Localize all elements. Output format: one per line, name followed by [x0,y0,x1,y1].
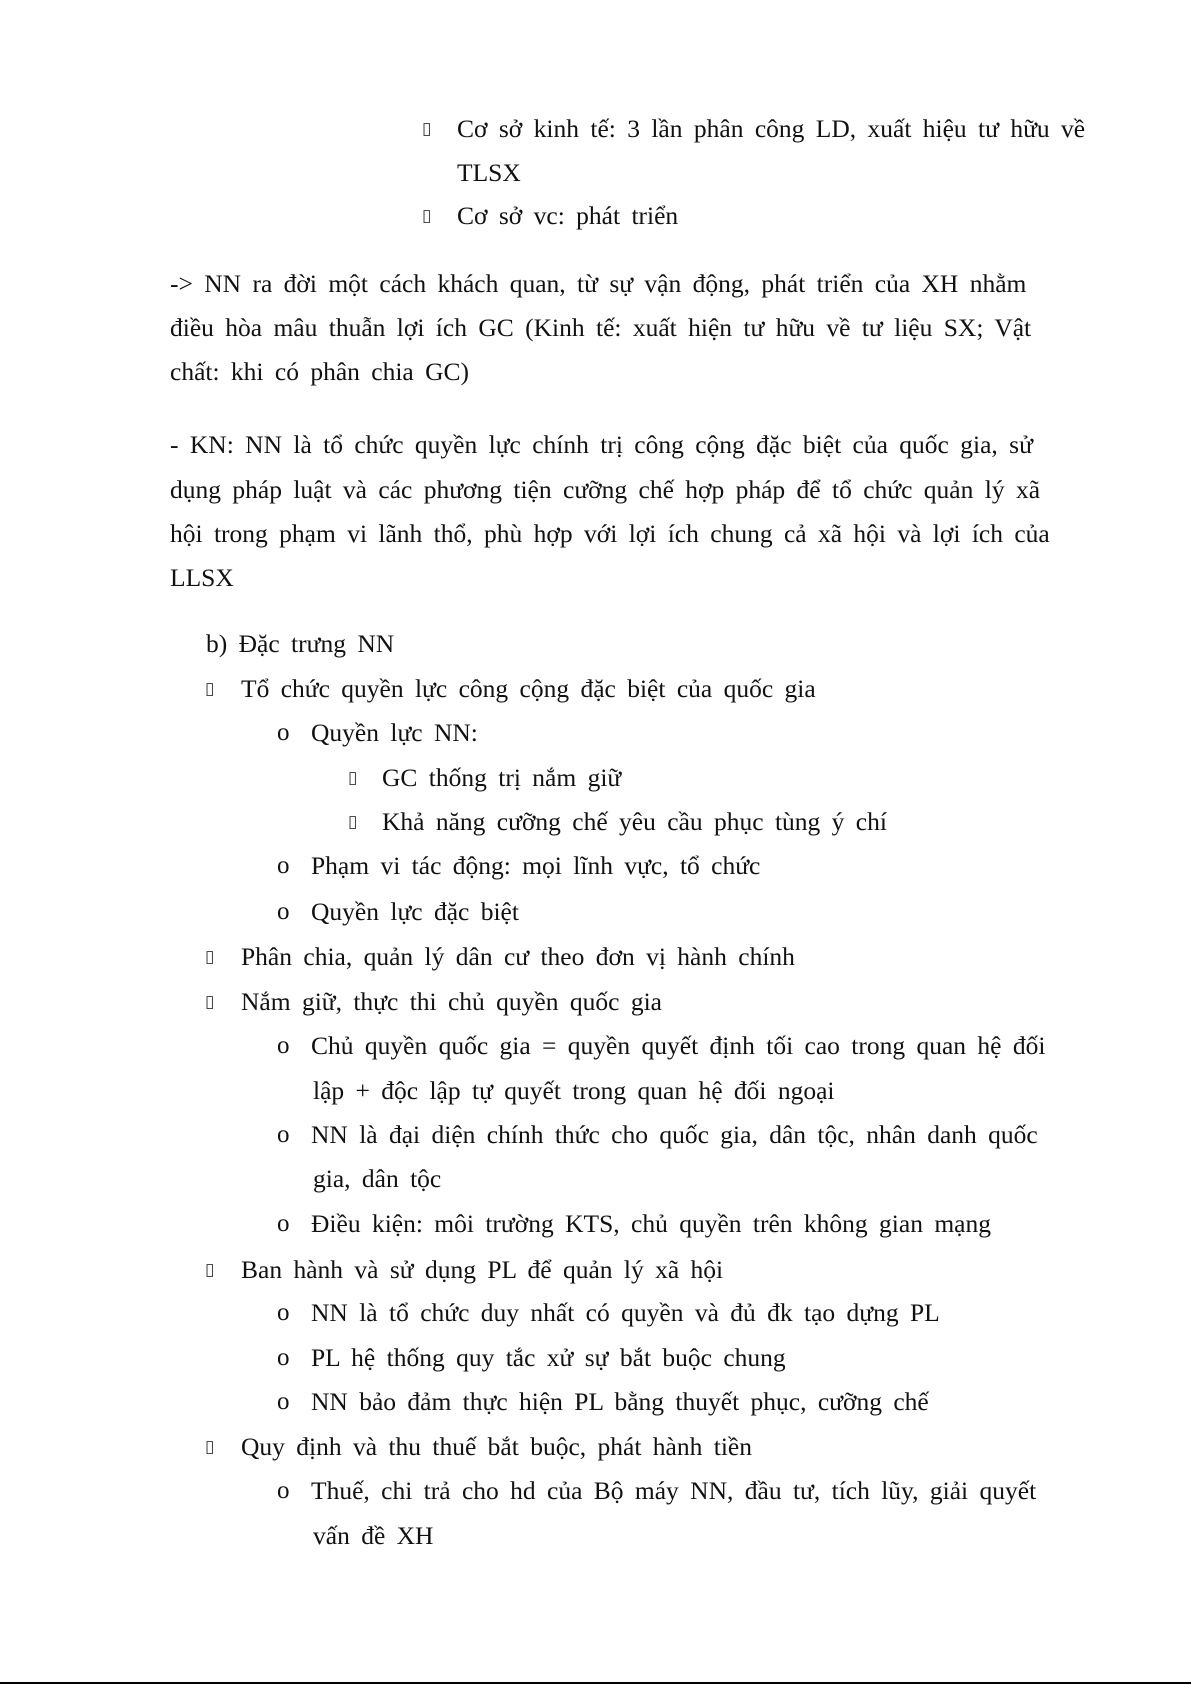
definition-line: - KN: NN là tổ chức quyền lực chính trị công cộng đặc biệt của quốc gia, sử [170,430,1033,459]
sub-bullet-text: PL hệ thống quy tắc xử sự bắt buộc chung [311,1343,786,1372]
sub-bullet-marker: o [277,719,290,746]
paragraph-line: -> NN ra đời một cách khách quan, từ sự vận động, phát triển của XH nhằm [170,269,1027,298]
paragraph-line: chất: khi có phân chia GC) [170,357,470,386]
bullet-marker: ▯ [348,768,358,788]
sub-bullet-text: Quyền lực NN: [311,718,478,747]
bullet-marker: ▯ [205,947,215,967]
bullet-text: Nắm giữ, thực thi chủ quyền quốc gia [241,987,662,1016]
sub-sub-bullet-text: GC thống trị nắm giữ [382,763,622,792]
sub-bullet-marker: o [277,852,290,879]
sub-bullet-text: Điều kiện: môi trường KTS, chủ quyền trên không gian mạng [311,1209,991,1238]
sub-bullet-text: NN bảo đảm thực hiện PL bằng thuyết phục, cưỡng chế [311,1387,929,1416]
paragraph-line: điều hòa mâu thuẫn lợi ích GC (Kinh tế: xuất hiện tư hữu về tư liệu SX; Vật [170,313,1032,342]
sub-bullet-marker: o [277,1344,290,1371]
bullet-marker: ▯ [422,119,432,139]
bullet-text: Tổ chức quyền lực công cộng đặc biệt của quốc gia [241,674,816,703]
bullet-marker: ▯ [422,206,432,226]
sub-bullet-marker: o [277,1032,290,1059]
sub-bullet-text-continued: lập + độc lập tự quyết trong quan hệ đối ngoại [313,1076,835,1105]
bullet-text: Ban hành và sử dụng PL để quản lý xã hội [241,1255,724,1284]
sub-bullet-marker: o [277,1477,290,1504]
bullet-text: Phân chia, quản lý dân cư theo đơn vị hành chính [241,942,795,971]
sub-bullet-text: NN là tổ chức duy nhất có quyền và đủ đk tạo dựng PL [311,1298,940,1327]
bullet-marker: ▯ [205,679,215,699]
bullet-marker: ▯ [205,1260,215,1280]
sub-bullet-text: Phạm vi tác động: mọi lĩnh vực, tổ chức [311,851,761,880]
definition-line: LLSX [170,563,234,592]
bullet-text: Quy định và thu thuế bắt buộc, phát hành tiền [241,1432,752,1461]
sub-bullet-marker: o [277,1388,290,1415]
definition-line: dụng pháp luật và các phương tiện cưỡng chế hợp pháp để tổ chức quản lý xã [170,475,1041,504]
sub-bullet-marker: o [277,1121,290,1148]
section-heading: b) Đặc trưng NN [206,629,395,658]
bullet-marker: ▯ [348,812,358,832]
sub-bullet-text-continued: vấn đề XH [313,1521,434,1550]
bullet-marker: ▯ [205,1437,215,1457]
sub-sub-bullet-text: Khả năng cưỡng chế yêu cầu phục tùng ý chí [382,807,887,836]
sub-bullet-marker: o [277,1210,290,1237]
bullet-text: Cơ sở kinh tế: 3 lần phân công LD, xuất hiệu tư hữu về [457,114,1086,143]
definition-line: hội trong phạm vi lãnh thổ, phù hợp với lợi ích chung cả xã hội và lợi ích của [170,519,1050,548]
bullet-text: Cơ sở vc: phát triển [457,201,679,230]
bullet-text-continued: TLSX [457,158,521,187]
sub-bullet-text-continued: gia, dân tộc [313,1164,442,1193]
sub-bullet-marker: o [277,1299,290,1326]
sub-bullet-marker: o [277,898,290,925]
bullet-marker: ▯ [205,992,215,1012]
page-bottom-divider [0,1682,1191,1684]
sub-bullet-text: NN là đại diện chính thức cho quốc gia, dân tộc, nhân danh quốc [311,1120,1038,1149]
sub-bullet-text: Thuế, chi trả cho hd của Bộ máy NN, đầu tư, tích lũy, giải quyết [311,1476,1037,1505]
sub-bullet-text: Chủ quyền quốc gia = quyền quyết định tối cao trong quan hệ đối [311,1031,1046,1060]
sub-bullet-text: Quyền lực đặc biệt [311,897,519,926]
